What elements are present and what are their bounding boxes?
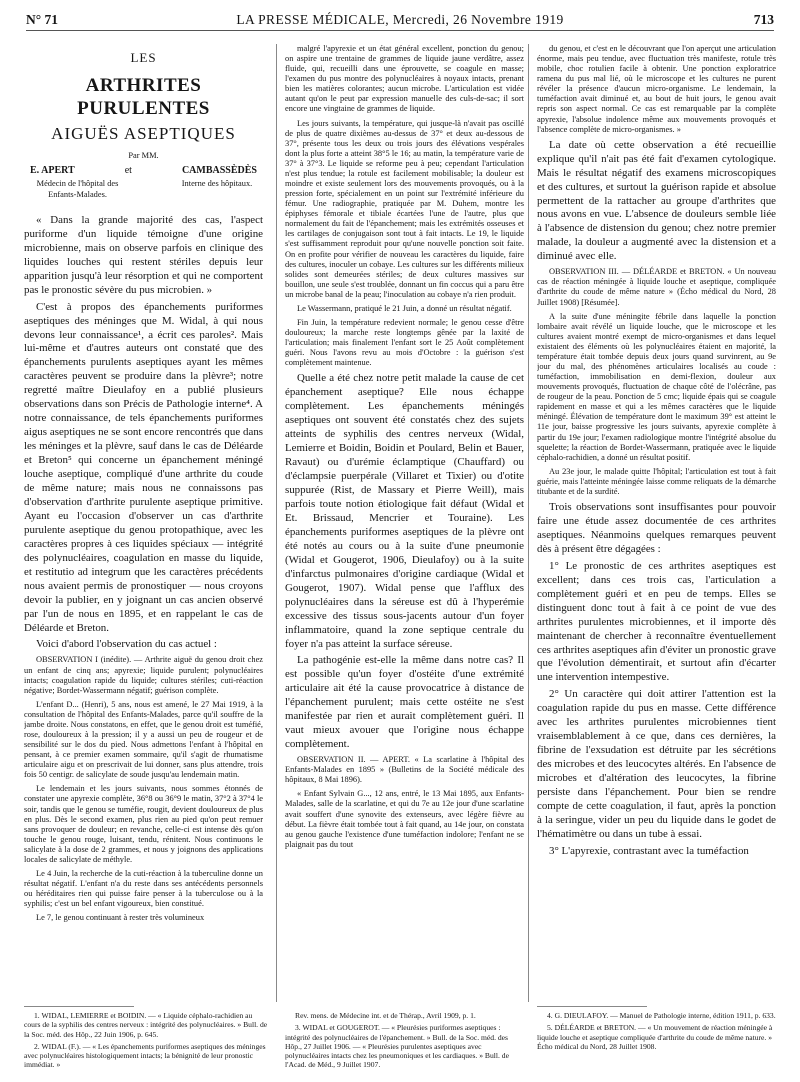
case-paragraph: Le 4 Juin, la recherche de la cuti-réaction à la tuberculine donne un résultat négatif. L'enfant n'a du reste dans ses antécédents personnels ou héréditaires rien qui puisse faire penser à la tuberculose ou à la syphilis; c'est un bel enfant vigoureux, bien constitué. xyxy=(24,868,263,909)
column-3 xyxy=(537,44,776,1006)
footnote: 4. G. DIEULAFOY. — Manuel de Pathologie interne, édition 1911, p. 633. xyxy=(547,1011,776,1020)
footnote: 5. DÉLÉARDE et BRETON. — « Un mouvement de réaction méningée à liquide louche et aseptique compliquée d'arthrite du coude de même nature. » Écho médical du Nord, 28 Juillet 1908. xyxy=(537,1023,773,1051)
body-paragraph: Quelle a été chez notre petit malade la cause de cet épanchement aseptique? Elle nous échappe complètement. Les épanchements méningés aseptiques ont souvent été constatés chez des sujets atteints de syphilis des centres nerveux (Widal, Lemierre et Boidin, Boidin et Poulard, Belin et Bauer, Ravaut) ou d'urémie éclamptique (Chauffard) ou d'éclampsie puerpérale (Villaret et Tixier) ou d'otite suppurée (Rist, de Massary et Pierre Weill), mais parfois toute notion étiologique fait défaut (Widal et Et. Brissaud, Mencrier et Touraine). Les épanchements puriformes aseptiques de la plèvre ont été notés au cours ou à la suite d'une pneumonie (Widal et Gougerot, 1906, Dieulafoy) ou à la suite d'infarctus pulmonaires d'origine cardiaque (Widal et Gougerot, 1907). Widal pense que l'afflux des polynucléaires dans la séreuse est dû à l'hyperémie excessive des tissus sous-jacents autour d'un foyer inflammatoire, quand la zone septique centrale du foyer n'a pas atteint la surface séreuse. xyxy=(285,372,524,650)
footnote-rule xyxy=(537,1006,647,1007)
author-apert: E. APERT xyxy=(30,165,75,177)
body-paragraph: 3° L'apyrexie, contrastant avec la tuméfaction xyxy=(549,844,749,857)
observation-heading: OBSERVATION I (inédite). — Arthrite aiguë du genou droit chez un enfant de cinq ans; apyrexie; liquide purulent; polynucléaires intacts; coagulation rapide du liquide; cultures stériles; cuti-réaction négative; Bordet-Wassermann négatif; guérison complète. xyxy=(24,655,263,695)
case-paragraph: du genou, et c'est en le découvrant que l'on aperçut une articulation énorme, mais peu tendue, avec fluctuation très manifeste, rotule très mobile, choc rotulien facile à obtenir. Une ponction exploratrice ramena du pus mal lié, où le microscope et les cultures ne purent révéler la présence d'aucun micro-organisme. Le lendemain, la tuméfaction avait diminué et, au bout de huit jours, le genou avait repris son aspect normal. Ce cas est remarquable par la complète apyrexie, l'absolue indolence même aux mouvements provoqués et l'absence complète de micro-organismes. » xyxy=(537,44,776,134)
case-paragraph: L'enfant D... (Henri), 5 ans, nous est amené, le 27 Mai 1919, à la consultation de l'hôpital des Enfants-Malades, parce qu'il souffre de la jambe droite. Nous constatons, en effet, que le genou droit est tuméfié, rose, douloureux à la pression; il y a aussi un peu de rougeur et de sensibilité sur le dos du pied. Nous admettons l'enfant à l'hôpital en pensant, à ce premier examen sommaire, qu'il s'agit de rhumatisme articulaire aigu et on prescrivait de lui donner, sans plus attendre, trois fois 50 centigr. de salicylate de soude jusqu'au lendemain matin. xyxy=(24,699,263,780)
column-divider xyxy=(528,44,529,1002)
byline-prefix: Par MM. xyxy=(128,150,159,160)
case-paragraph: « Enfant Sylvain G..., 12 ans, entré, le 13 Mai 1895, aux Enfants-Malades, salle de la scarlatine, et qui du 7e au 12e jour d'une scarlatine avait souffert d'une synovite des extenseurs, avec légère fièvre au début. La fièvre était tombée tout à fait quand, au 14e jour, on constata au genou gauche l'existence d'une tuméfaction indolore; l'enfant ne se plaignait pas du tout xyxy=(285,789,524,849)
journal-title: LA PRESSE MÉDICALE, Mercredi, 26 Novembre 1919 xyxy=(236,12,564,27)
issue-number: N° 71 xyxy=(26,12,59,27)
article-subtitle: AIGUËS ASEPTIQUES xyxy=(51,124,236,144)
body-paragraph: Voici d'abord l'observation du cas actuel : xyxy=(36,638,217,651)
author-and: et xyxy=(124,165,132,177)
page-number: 713 xyxy=(753,12,774,27)
body-paragraph: C'est à propos des épanchements puriformes aseptiques des méninges que M. Widal, à qui nous devons leur connaissance¹, a écrit ces paroles². Mais lui-même et d'autres auteurs ont constaté que des épanchements purulents aseptiques ayant les mêmes caractères peuvent se produire dans la plèvre³; notre regretté maître Dieulafoy en a publié plusieurs observations dans son Précis de Pathologie interne⁴. A notre connaissance, de tels épanchements puriformes aigus aseptiques ne se sont encore rencontrés que dans les méninges et la plèvre, sauf dans le cas de Déléarde et Breton⁵ qui concerne un épanchement méningé louche aseptique, compliqué d'une arthrite du coude de même nature; mais nous ne connaissons pas d'observation d'arthrite purulente aseptique primitive. Ayant eu l'occasion d'observer un cas d'arthrite purulente aseptique du genou protopathique, avec les caractères propres à ces liquides spéciaux — intégrité des polynucléaires, coagulation en masse du liquide, et restitutio ad integrum que les caractères précédents nous avaient permis de pronostiquer — nous croyons devoir la publier, en y joignant un cas ancien observé par l'un de nous en 1895, et en rappelant le cas de Déléarde et Breton. xyxy=(24,300,263,634)
case-paragraph: Fin Juin, la température redevient normale; le genou cesse d'être douloureux; la marche reste longtemps gênée par la laxité de l'articulation; mais finalement l'enfant sort le 25 Août complètement guéri. Nous l'avons revu au mois d'Octobre : la guérison s'est complètement maintenue. xyxy=(285,318,524,368)
case-paragraph: Les jours suivants, la température, qui jusque-là n'avait pas oscillé de plus de quatre dixièmes au-dessus de 37° et deux au-dessous de 37°, présente tous les deux ou trois jours des élévations vespérales dont la plus forte a atteint 38°5 le 16; au matin, la température varie de 37° à 37°3. Le liquide se reforme peu à peu; cependant l'articulation n'est plus tendue; la rotule est facilement mobilisable; la douleur est moindre et existe seulement lors des mouvements provoqués, ou à la pression forte, spécialement en un point sur l'extrémité inférieure du fémur. Une radiographie, pratiquée par M. Duhem, montre les épiphyses fémorale et tibiale écartées l'une de l'autre, plus que normalement du fait de l'épanchement; mais les extrémités osseuses et les cartilages de conjugaison sont tout à fait intacts. Le 19, le liquide s'est suffisamment reproduit pour qu'une nouvelle ponction soit faite. On en profite pour vérifier de nouveau les caractères du liquide, faire des cultures, inoculer un cobaye. Les cultures sur les différents milieux solides sont demeurées stériles; de deux cultures massives sur bouillon, une seule s'est troublée, donnant un fin coccus qui a paru être un microbe banal de la peau; l'inoculation au cobaye n'a rien produit. xyxy=(285,118,524,299)
footnote: 3. WIDAL et GOUGEROT. — « Pleurésies puriformes aseptiques : intégrité des polynucléaires de l'épanchement. » Bull. de la Soc. méd. des Hôp., 27 Juillet 1906. — « Pleurésies purulentes aseptiques avec polynucléaires intacts chez les pneumoniques et les cardiaques. » Bull. de l'Acad. de Méd., 9 Juillet 1907. xyxy=(285,1023,509,1070)
column-2 xyxy=(285,44,524,1006)
body-paragraph: Trois observations sont insuffisantes pour pouvoir faire une étude assez documentée de ces arthrites aseptiques. Néanmoins quelques remarques peuvent dès à présent être dégagées : xyxy=(537,501,776,555)
case-paragraph: Au 23e jour, le malade quitte l'hôpital; l'articulation est tout à fait guérie, mais l'atteinte méningée laisse comme reliquats de la démarche titubante et de la surdité. xyxy=(537,466,776,496)
case-paragraph: Le 7, le genou continuant à rester très volumineux xyxy=(36,913,205,923)
footnote: Rev. mens. de Médecine int. et de Thérap., Avril 1909, p. 1. xyxy=(295,1011,476,1020)
affiliation-1: Médecin de l'hôpital des Enfants-Malades. xyxy=(36,179,119,199)
epigraph-quote: « Dans la grande majorité des cas, l'aspect puriforme d'un liquide témoigne d'une origine microbienne, mais on observe parfois en clinique des liquides louches qui restent stériles depuis leur apparition jusqu'à leur résorption et qui ne comportent pas le pronostic sévère du pus microbien. » xyxy=(24,213,263,296)
affiliations xyxy=(24,179,263,200)
case-paragraph: Le lendemain et les jours suivants, nous sommes étonnés de constater une apyrexie complète, 36°8 ou 36°9 le matin, 37°2 à 37°4 le soir, tandis que le genou se tuméfie, rougit, devient douloureux de plus en plus. Dès le second examen, plus rien au pied qu'on peut remuer sans provoquer de douleur; en revanche, celle-ci est intense dès qu'on touche le genou rouge, luisant, tendu, rénitent. Nous continuons le salicylate à la dose de 2 grammes, et nous y joignons des applications locales de salicylate de méthyle. xyxy=(24,784,263,864)
footnotes-middle xyxy=(285,1011,524,1073)
footnote: 2. WIDAL (F.). — « Les épanchements puriformes aseptiques des méninges avec polynucléaires histologiquement intacts; la bénignité de leur pronostic immédiat. » xyxy=(24,1041,266,1070)
footnote: 1. WIDAL, LEMIERRE et BOIDIN. — « Liquide céphalo-rachidien au cours de la syphilis des centres nerveux : intégrité des polynucléaires. » Bull. de la Soc. méd. des Hôp., 22 Juin 1906, p. 645. xyxy=(24,1011,268,1039)
observation-heading: OBSERVATION III. — DÉLÉARDE et BRETON. « Un nouveau cas de réaction méningée à liquide louche et aseptique, compliquée d'arthrite du coude de même nature » (Écho médical du Nord, 28 Juillet 1908) [Résumée]. xyxy=(537,267,776,307)
observation-heading: OBSERVATION II. — APERT. « La scarlatine à l'hôpital des Enfants-Malades en 1895 » (Bulletins de la Société médicale des hôpitaux, 8 Mai 1896). xyxy=(285,755,524,785)
footnotes-right xyxy=(537,1011,776,1054)
body-paragraph: La date où cette observation a été recueillie explique qu'il n'ait pas été fait d'examen cytologique. Mais le résultat négatif des examens microscopiques et des cultures, et surtout la guérison rapide et absolue permettent de la rattacher au groupe d'arthrites que nous avons en vue. L'absence de douleurs semble liée à l'absence de distension du genou; chez notre premier malade, la douleur a augmenté avec la distension et a diminué avec elle. xyxy=(537,138,776,263)
author-cambassedes: CAMBASSÈDÈS xyxy=(181,165,257,177)
affiliation-2: Interne des hôpitaux. xyxy=(181,179,253,189)
case-paragraph: malgré l'apyrexie et un état général excellent, ponction du genou; on aspire une trentaine de grammes de liquide jaune verdâtre, assez fluide, qui, recueilli dans une éprouvette, se coagule en masse; l'examen du pus montre des polynucléaires à noyaux intacts, prenant bien les matières colorantes; aucun microbe. L'articulation est vidée autant qu'on le peut par expression manuelle des culs-de-sac; il sort encore une vingtaine de grammes de liquide. xyxy=(285,44,524,114)
column-divider xyxy=(276,44,277,1002)
footnotes-left xyxy=(24,1011,268,1073)
case-paragraph: A la suite d'une méningite fébrile dans laquelle la ponction lombaire avait révélé un liquide louche, que le microscope et les cultures avaient montré exempt de micro-organismes et dans lequel existaient des éléments où les polynucléaires étaient en majorité, la température était tombée depuis deux jours quand survinrent, au 9e jour du mal, des phénomènes articulaires localisés au coude : tuméfaction, immobilisation en demi-flexion, douleur aux mouvements provoqués, fluctuation de chaque côté de l'olécrâne, pas de rougeur de la peau. Ponction de 5 cmc; liquide épais qui se coagule rapidement en masse et qui a les mêmes caractères que le liquide méningé. Élévation de température dont le maximum 39° est atteint le 11e jour, baisse progressive les jours suivants, apyrexie complète à partir du 19e jour; l'examen radiologique montre l'intégrité absolue du squelette; la réaction de Bordet-Wassermann, pratiquée avec le liquide céphalo-rachidien, a donné un résultat positif. xyxy=(537,311,776,462)
article-title: ARTHRITES PURULENTES xyxy=(77,74,210,120)
footnote-rule xyxy=(24,1006,134,1007)
body-paragraph: 1° Le pronostic de ces arthrites aseptiques est excellent; dans ces trois cas, l'articulation a complètement guéri et en peu de temps. Elles se distinguent donc tout à fait à ce point de vue des arthrites purulentes microbiennes, et il importe dès maintenant de chercher à reconnaître éventuellement ces arthrites aseptiques afin d'éviter un pronostic grave que l'évolution démentirait, et surtout afin d'écarter une intervention intempestive. xyxy=(537,559,776,684)
running-header xyxy=(26,12,774,31)
case-paragraph: Le Wassermann, pratiqué le 21 Juin, a donné un résultat négatif. xyxy=(297,303,512,313)
column-1 xyxy=(24,44,263,1006)
article-title-block xyxy=(24,50,263,200)
authors xyxy=(24,165,263,177)
title-pre: LES xyxy=(130,50,157,65)
body-paragraph: 2° Un caractère qui doit attirer l'attention est la coagulation rapide du pus en masse. Cette différence avec les arthrites purulentes microbiennes tient vraisemblablement à ce que, dans ces dernières, la fibrine de l'exsudation est détruite par les sécrétions des microbes et des leucocytes altérés. En l'absence de microbes et d'altération des leucocytes, la fibrine persiste dans l'épanchement. Pour bien se rendre compte de cette coagulation, il faut, après la ponction à la seringue, vider un peu du liquide dans le godet de l'hématimètre ou dans un tube à essai. xyxy=(537,688,776,840)
body-paragraph: La pathogénie est-elle la même dans notre cas? Il est possible qu'un foyer d'ostéite d'une extrémité articulaire ait été la cause provocatrice à distance de l'épanchement purulent; mais cette ostéite ne s'est manifestée par rien et aurait complètement guéri. Il vaut mieux avouer que l'origine nous échappe complètement. xyxy=(285,654,524,751)
